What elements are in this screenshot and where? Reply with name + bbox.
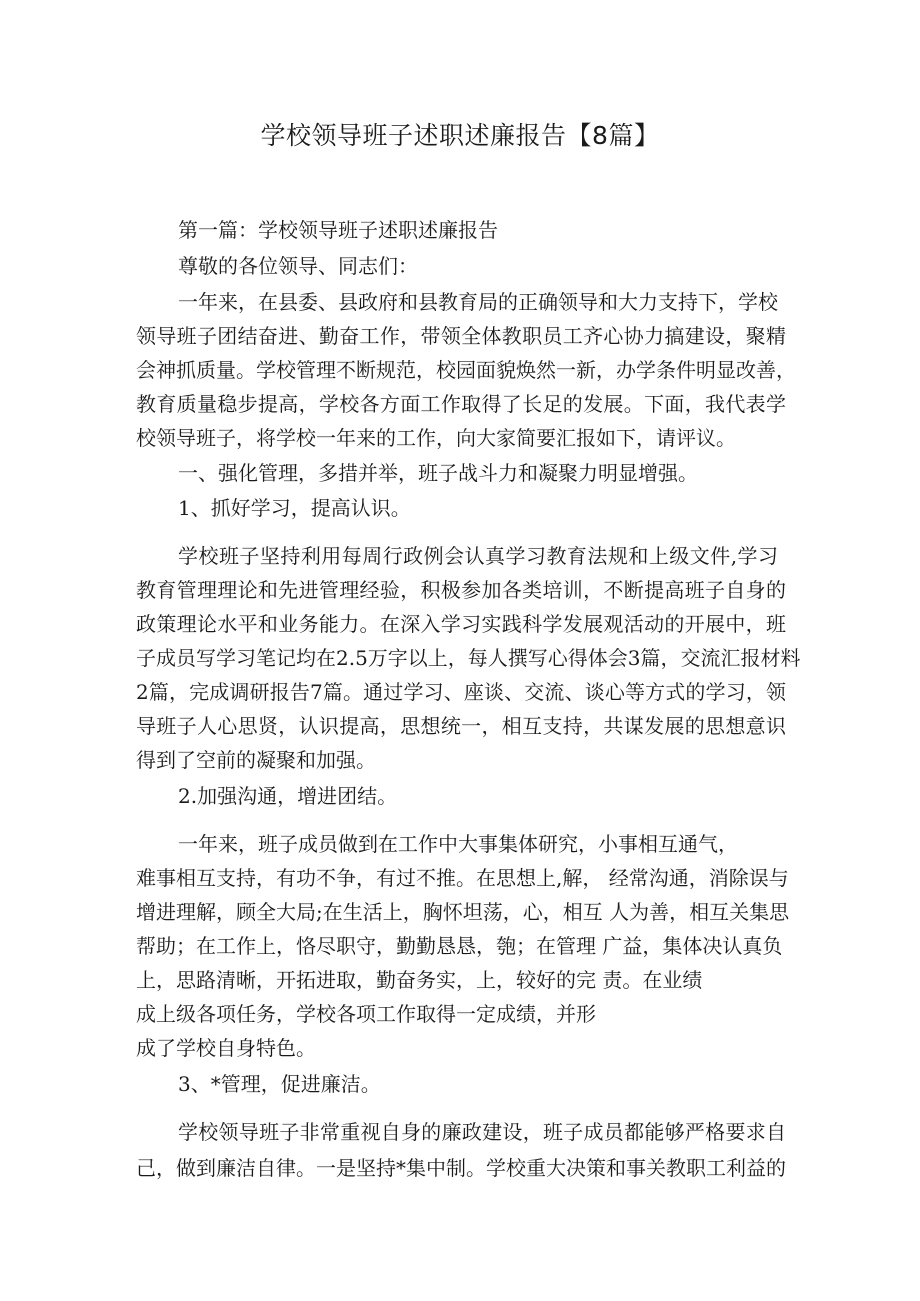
paragraph-line: 教育质量稳步提高，学校各方面工作取得了长足的发展。下面，我代表学 bbox=[136, 392, 786, 416]
subheading: 3、*管理，促进廉洁。 bbox=[178, 1072, 381, 1096]
paragraph-line: 领导班子团结奋进、勤奋工作，带领全体教职员工齐心协力搞建设，聚精 bbox=[136, 324, 786, 348]
paragraph-line: 得到了空前的凝聚和加强。 bbox=[136, 748, 376, 772]
paragraph-line: 政策理论水平和业务能力。在深入学习实践科学发展观活动的开展中，班 bbox=[136, 612, 786, 636]
paragraph-line: 帮助；在工作上，恪尽职守，勤勤恳恳，匏；在管理 广益，集体决认真负 bbox=[136, 934, 783, 958]
paragraph-line: 上，思路清晰，开拓进取，勤奋务实，上，较好的完 责。在业绩 bbox=[136, 968, 703, 992]
paragraph-line: 2篇，完成调研报告7篇。通过学习、座谈、交流、谈心等方式的学习，领 bbox=[136, 680, 786, 704]
subheading: 2.加强沟通，增进团结。 bbox=[178, 784, 398, 808]
paragraph-line: 教育管理理论和先进管理经验，积极参加各类培训，不断提高班子自身的 bbox=[136, 578, 786, 602]
paragraph-line: 学校班子坚持利用每周行政例会认真学习教育法规和上级文件,学习 bbox=[178, 544, 778, 568]
paragraph-line: 会神抓质量。学校管理不断规范，校园面貌焕然一新，办学条件明显改善， bbox=[136, 358, 796, 382]
paragraph-line: 校领导班子，将学校一年来的工作，向大家简要汇报如下，请评议。 bbox=[136, 426, 736, 450]
paragraph-line: 己，做到廉洁自律。一是坚持*集中制。学校重大决策和事关教职工利益的 bbox=[136, 1156, 786, 1180]
paragraph-line: 增进理解，顾全大局;在生活上，胸怀坦荡，心，相互 人为善，相互关集思 bbox=[136, 900, 790, 924]
paragraph-line: 导班子人心思贤，认识提高，思想统一，相互支持，共谋发展的思想意识 bbox=[136, 714, 786, 738]
paragraph-line: 子成员写学习笔记均在2.5万字以上，每人撰写心得体会3篇，交流汇报材料 bbox=[136, 646, 801, 670]
paragraph-line: 成了学校自身特色。 bbox=[136, 1036, 316, 1060]
paragraph-line: 一年来，班子成员做到在工作中大事集体研究，小事相互通气， bbox=[178, 832, 738, 856]
section-heading: 第一篇：学校领导班子述职述廉报告 bbox=[178, 218, 498, 242]
paragraph-line: 一年来，在县委、县政府和县教育局的正确领导和大力支持下，学校 bbox=[178, 290, 778, 314]
subheading: 一、强化管理，多措并举，班子战斗力和凝聚力明显增强。 bbox=[178, 461, 698, 485]
salutation: 尊敬的各位领导、同志们： bbox=[178, 254, 418, 278]
paragraph-line: 学校领导班子非常重视自身的廉政建设，班子成员都能够严格要求自 bbox=[178, 1120, 786, 1144]
subheading: 1、抓好学习，提高认识。 bbox=[178, 496, 411, 520]
paragraph-line: 成上级各项任务，学校各项工作取得一定成绩，并形 bbox=[136, 1002, 596, 1026]
document-title: 学校领导班子述职述廉报告【8篇】 bbox=[260, 121, 660, 150]
paragraph-line: 难事相互支持，有功不争，有过不推。在思想上,解， 经常沟通，消除误与 bbox=[136, 866, 789, 890]
